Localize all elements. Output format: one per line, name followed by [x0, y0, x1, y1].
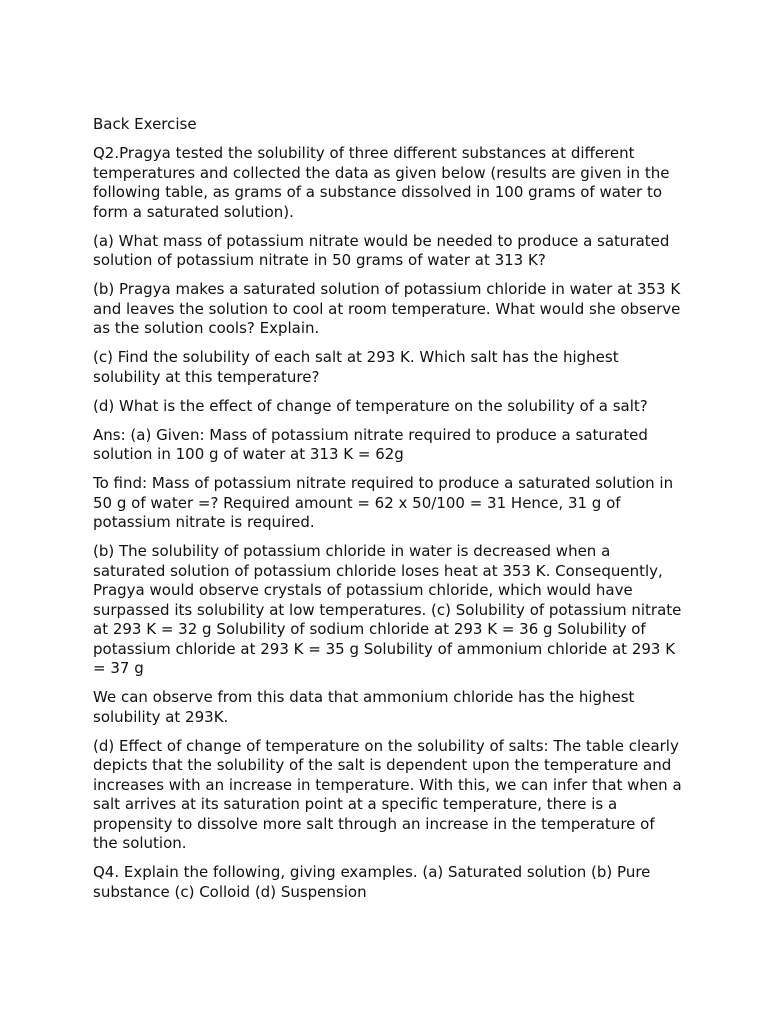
- question-q2-part-d: (d) What is the effect of change of temperature on the solubility of a salt?: [93, 396, 648, 415]
- answer-part-c-conclusion: We can observe from this data that ammonium chloride has the highest solubility at 293K.: [93, 688, 635, 726]
- section-heading: Back Exercise: [93, 115, 197, 133]
- question-q4: Q4. Explain the following, giving examples. (a) Saturated solution (b) Pure substance (c) Colloid (d) Suspension: [93, 863, 651, 901]
- answer-part-a-calculation: To find: Mass of potassium nitrate required to produce a saturated solution in 50 g of water =? Required amount = 62 x 50/100 = 31 Hence, 31 g of potassium nitrate is required.: [93, 474, 674, 531]
- question-q2-part-b: (b) Pragya makes a saturated solution of potassium chloride in water at 353 K and leaves the solution to cool at room temperature. What would she observe as the solution cools? Explain.: [93, 280, 681, 337]
- question-q2-intro: Q2.Pragya tested the solubility of three different substances at different temperatures and collected the data as given below (results are given in the following table, as grams of a substance dissolved in 100 grams of water to form a saturated solution).: [93, 144, 670, 221]
- answer-part-b-c: (b) The solubility of potassium chloride in water is decreased when a saturated solution of potassium chloride loses heat at 353 K. Consequently, Pragya would observe crystals of potassium chloride, which would have surpassed its solubility at low temperatures. (c) Solubility of potassium nitrate at 293 K = 32 g Solubility of sodium chloride at 293 K = 36 g Solubility of potassium chloride at 293 K = 35 g Solubility of ammonium chloride at 293 K = 37 g: [93, 542, 682, 677]
- document-page: [93, 115, 683, 912]
- answer-part-d: (d) Effect of change of temperature on the solubility of salts: The table clearly depicts that the solubility of the salt is dependent upon the temperature and increases with an increase in temperature. With this, we can infer that when a salt arrives at its saturation point at a specific temperature, there is a propensity to dissolve more salt through an increase in the temperature of the solution.: [93, 736, 682, 852]
- question-q2-part-a: (a) What mass of potassium nitrate would be needed to produce a saturated solution of potassium nitrate in 50 grams of water at 313 K?: [93, 231, 670, 269]
- answer-part-a-given: Ans: (a) Given: Mass of potassium nitrate required to produce a saturated solution in 100 g of water at 313 K = 62g: [93, 425, 648, 463]
- question-q2-part-c: (c) Find the solubility of each salt at 293 K. Which salt has the highest solubility at this temperature?: [93, 348, 619, 386]
